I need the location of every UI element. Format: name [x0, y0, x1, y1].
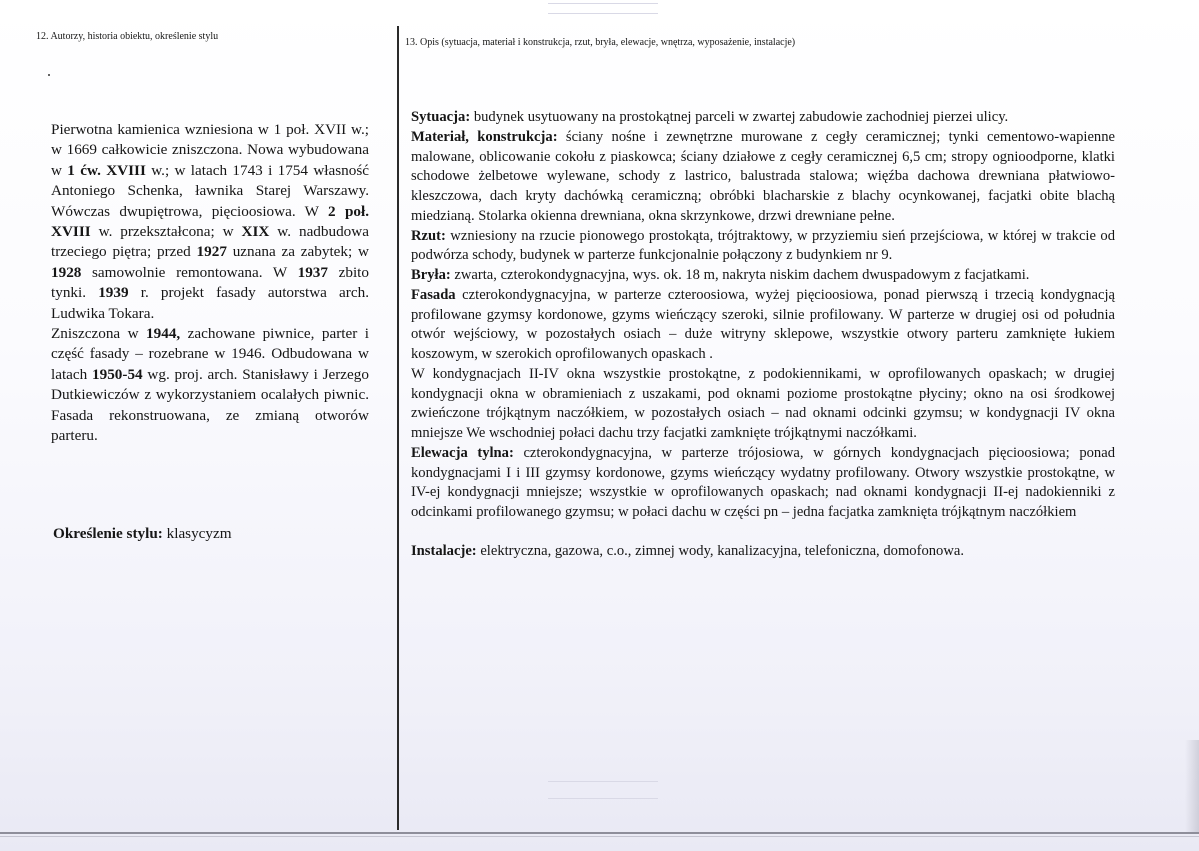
bottom-rule-shadow: [0, 836, 1199, 837]
page-edge-shadow: [1185, 740, 1199, 832]
rzut-paragraph: Rzut: wzniesiony na rzucie pionowego prostokąta, trójtraktowy, w przyziemiu sień przejściowa, w której w trakcie od podwórza schody, budynek w parterze funkcjonalnie połączony z budynkiem nr 9.: [411, 227, 1115, 264]
scan-dot: [48, 74, 50, 76]
scan-mark-top: [548, 3, 658, 4]
scan-mark-top-2: [548, 13, 658, 14]
fasada-paragraph: Fasada czterokondygnacyjna, w parterze czteroosiowa, wyżej pięcioosiowa, ponad pierwszą i trzecią kondygnacją profilowane gzymsy kordonowe, gzyms wieńczący szeroki, silnie profilowany. W parterze w drugiej osi od południa otwór wejściowy, w pozostałych osiach – duże witryny sklepowe, wszystkie otwory parteru zamknięte łukiem koszowym, w szerokich oprofilowanych opaskach .: [411, 286, 1115, 362]
column-divider: [397, 26, 399, 830]
instalacje-paragraph: Instalacje: elektryczna, gazowa, c.o., zimnej wody, kanalizacyjna, telefoniczna, domofonowa.: [411, 542, 965, 559]
elewacja-paragraph: Elewacja tylna: czterokondygnacyjna, w parterze trójosiowa, w górnych kondygnacjach pięcioosiowa; ponad kondygnacjami I i III gzymsy kordonowe, gzyms wieńczący wydatny profilowany. Otwory wszystkie prostokątne, w IV-ej kondygnacji mniejsze; wszystkie w oprofilowanych opaskach; nad oknami kondygnacji II-ej nadokienniki z odcinkami profilowanego gzymsu; w połaci dachu w części pn – jedna facjatka zamknięta trójkątnym naczółkiem: [411, 444, 1115, 520]
bottom-rule: [0, 832, 1199, 834]
destruction-paragraph: Zniszczona w 1944, zachowane piwnice, parter i część fasady – rozebrane w 1946. Odbudowana w latach 1950-54 wg. proj. arch. Stanisławy i Jerzego Dutkiewiczów z wykorzystaniem ocalałych piwnic. Fasada rekonstruowana, ze zmianą otworów parteru.: [51, 325, 369, 445]
style-label: Określenie stylu:: [53, 525, 163, 542]
scan-mark-bottom: [548, 781, 658, 782]
material-paragraph: Materiał, konstrukcja: ściany nośne i zewnętrzne murowane z cegły ceramicznej; tynki cementowo-wapienne malowane, oblicowanie cokołu z piaskowca; ściany działowe z cegły ceramicznej 6,5 cm; stropy ognioodporne, klatki schodowe żelbetowe wylewane, schody z lastrico, balustrada stalowa; więźba dachowa drewniana płatwiowo-kleszczowa, dach kryty dachówką ceramiczną; obróbki blacharskie z blachy ocynkowanej, facjatki obite blachą miedzianą. Stolarka okienna drewniana, okna skrzynkowe, drzwi drewniane pełne.: [411, 128, 1115, 224]
sytuacja-paragraph: Sytuacja: budynek usytuowany na prostokątnej parceli w zwartej zabudowie zachodniej pierzei ulicy.: [411, 109, 1009, 125]
history-section: [51, 120, 369, 447]
style-value: klasycyzm: [162, 525, 232, 542]
description-section: [411, 108, 1115, 562]
left-column-header: 12. Autorzy, historia obiektu, określenie stylu: [36, 31, 219, 42]
right-column-header: 13. Opis (sytuacja, materiał i konstrukcja, rzut, bryła, elewacje, wnętrza, wyposażenie, instalacje): [405, 37, 796, 48]
scan-mark-bottom-2: [548, 798, 658, 799]
style-line: [53, 524, 232, 544]
kondygnacje-paragraph: W kondygnacjach II-IV okna wszystkie prostokątne, z podokiennikami, w oprofilowanych opaskach; w drugiej kondygnacji okna w obramieniach z uszakami, pod oknami poziome prostokątne płyciny; okno na osi środkowej zwieńczone trójkątnym naczółkiem, w pozostałych osiach – nad oknami odcinki gzymsu; w kondygnacji IV okna mniejsze We wschodniej połaci dachu trzy facjatki zamknięte trójkątnymi naczółkami.: [411, 365, 1115, 441]
bryla-paragraph: Bryła: zwarta, czterokondygnacyjna, wys. ok. 18 m, nakryta niskim dachem dwuspadowym z facjatkami.: [411, 267, 1030, 283]
paragraph-gap: [411, 523, 1115, 542]
history-paragraph: Pierwotna kamienica wzniesiona w 1 poł. XVII w.; w 1669 całkowicie zniszczona. Nowa wybudowana w 1 ćw. XVIII w.; w latach 1743 i 1754 własność Antoniego Schenka, ławnika Starej Warszawy. Wówczas dwupiętrowa, pięcioosiowa. W 2 poł. XVIII w. przekształcona; w XIX w. nadbudowa trzeciego piętra; przed 1927 uznana za zabytek; w 1928 samowolnie remontowana. W 1937 zbito tynki. 1939 r. projekt fasady autorstwa arch. Ludwika Tokara.: [51, 121, 369, 322]
